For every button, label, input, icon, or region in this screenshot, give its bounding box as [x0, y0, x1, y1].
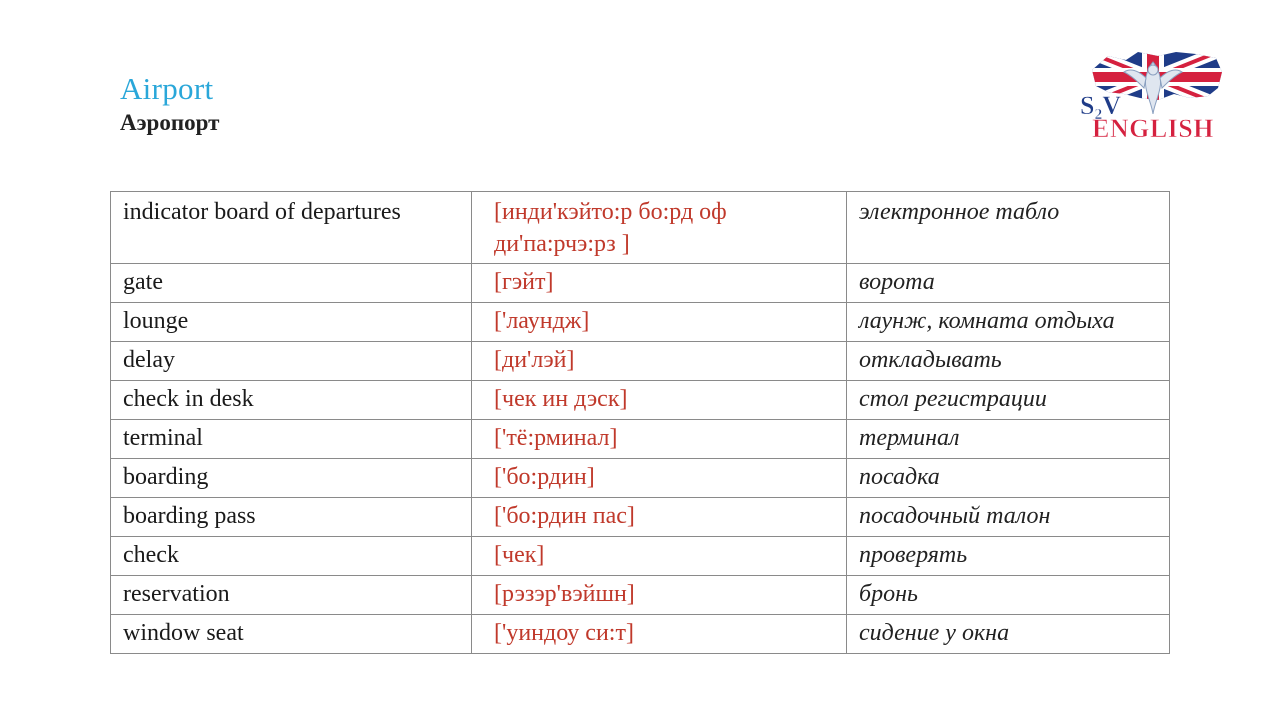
- english-term: indicator board of departures: [111, 192, 472, 264]
- english-term: window seat: [111, 615, 472, 654]
- transcription: [ди'лэй]: [472, 342, 847, 381]
- english-term: check in desk: [111, 381, 472, 420]
- russian-translation: проверять: [847, 537, 1170, 576]
- transcription: [чек]: [472, 537, 847, 576]
- transcription: [чек ин дэск]: [472, 381, 847, 420]
- page-title-english: Airport: [120, 71, 214, 106]
- table-row: [111, 615, 1170, 654]
- logo-wordmark: ENGLISH: [1092, 114, 1214, 143]
- table-row: [111, 537, 1170, 576]
- table-row: [111, 576, 1170, 615]
- transcription: [гэйт]: [472, 264, 847, 303]
- s2v-english-logo: [1078, 48, 1228, 148]
- table-row: [111, 192, 1170, 264]
- transcription: [рэзэр'вэйшн]: [472, 576, 847, 615]
- english-term: delay: [111, 342, 472, 381]
- transcription: ['бо:рдин пас]: [472, 498, 847, 537]
- russian-translation: стол регистрации: [847, 381, 1170, 420]
- english-term: terminal: [111, 420, 472, 459]
- logo-prefix: S₂V: [1080, 91, 1122, 120]
- russian-translation: лаунж, комната отдыха: [847, 303, 1170, 342]
- english-term: lounge: [111, 303, 472, 342]
- english-term: reservation: [111, 576, 472, 615]
- russian-translation: электронное табло: [847, 192, 1170, 264]
- page-heading: [120, 70, 219, 138]
- russian-translation: откладывать: [847, 342, 1170, 381]
- russian-translation: терминал: [847, 420, 1170, 459]
- transcription: [инди'кэйто:р бо:рд оф ди'па:рчэ:рз ]: [472, 192, 847, 264]
- russian-translation: сидение у окна: [847, 615, 1170, 654]
- russian-translation: бронь: [847, 576, 1170, 615]
- russian-translation: посадочный талон: [847, 498, 1170, 537]
- table-row: [111, 342, 1170, 381]
- russian-translation: ворота: [847, 264, 1170, 303]
- vocabulary-table: [110, 191, 1170, 654]
- english-term: gate: [111, 264, 472, 303]
- transcription: ['тё:рминал]: [472, 420, 847, 459]
- russian-translation: посадка: [847, 459, 1170, 498]
- english-term: check: [111, 537, 472, 576]
- table-row: [111, 303, 1170, 342]
- table-row: [111, 264, 1170, 303]
- table-row: [111, 381, 1170, 420]
- english-term: boarding: [111, 459, 472, 498]
- page-title-russian: Аэропорт: [120, 110, 220, 135]
- table-row: [111, 420, 1170, 459]
- table-row: [111, 459, 1170, 498]
- transcription: ['уиндоу си:т]: [472, 615, 847, 654]
- table-row: [111, 498, 1170, 537]
- transcription: ['лаундж]: [472, 303, 847, 342]
- english-term: boarding pass: [111, 498, 472, 537]
- transcription: ['бо:рдин]: [472, 459, 847, 498]
